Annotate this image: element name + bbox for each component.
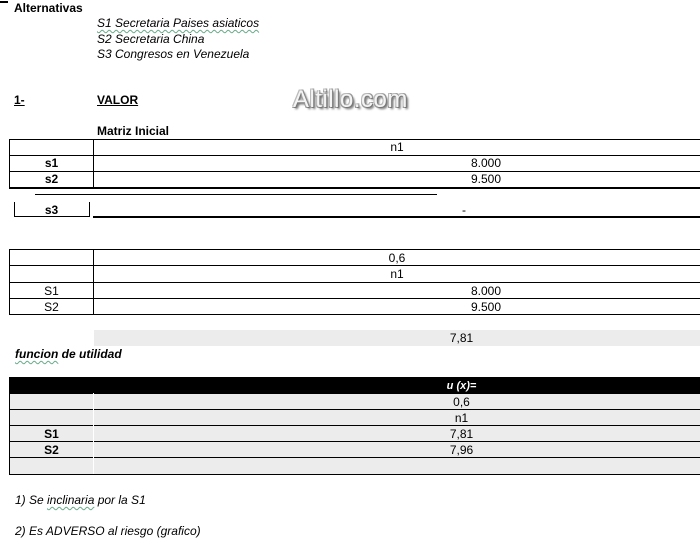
- note-2: 2) Es ADVERSO al riesgo (grafico): [15, 524, 201, 538]
- utility-row-value-s1: 7,81: [449, 427, 474, 441]
- alternative-s1: [97, 16, 259, 30]
- utility-title-word: funcion: [15, 347, 59, 361]
- alternative-s1-text: S1 Secretaria Paises asiaticos: [97, 16, 260, 30]
- utility-row-label-s2: S2: [44, 443, 59, 457]
- matrix-row-label-s1: s1: [44, 156, 59, 170]
- matrix-row-value-s2: 9.500: [470, 172, 501, 186]
- probability-row-value-s1: 8.000: [470, 284, 501, 298]
- alternative-s3: S3 Congresos en Venezuela: [97, 47, 250, 61]
- utility-subheader: n1: [454, 411, 469, 425]
- utility-header: u (x)=: [446, 380, 477, 392]
- utility-row-label-s1: S1: [44, 427, 59, 441]
- probability-row-value-s2: 9.500: [470, 300, 501, 314]
- alternatives-title: Alternativas: [14, 1, 83, 15]
- note-1-pre: 1) Se: [15, 493, 48, 507]
- matrix-title: Matriz Inicial: [97, 124, 170, 138]
- note-1-word: inclinaria: [47, 493, 95, 507]
- note-1-post: por la S1: [94, 493, 146, 507]
- watermark-logo: Altillo.com: [293, 86, 408, 113]
- probability-value: 0,6: [388, 251, 406, 265]
- utility-prob: 0,6: [453, 395, 470, 409]
- probability-row-label-s1: S1: [44, 284, 59, 298]
- matrix-header: n1: [390, 140, 404, 154]
- expected-value: 7,81: [449, 331, 474, 345]
- corner-mark: [0, 1, 8, 3]
- section-number: 1-: [14, 93, 25, 107]
- alternative-s2: S2 Secretaria China: [97, 32, 205, 46]
- probability-row-label-s2: S2: [44, 300, 59, 314]
- matrix-row-label-s2: s2: [44, 172, 59, 186]
- section-label: VALOR: [97, 93, 139, 107]
- probability-header: n1: [390, 267, 404, 281]
- matrix-row-value-s1: 8.000: [470, 156, 501, 170]
- utility-title-rest: de utilidad: [61, 347, 122, 361]
- matrix-row-label-s3: s3: [44, 203, 59, 217]
- matrix-row-value-s3: -: [462, 203, 466, 217]
- note-1: [15, 493, 146, 507]
- utility-row-value-s2: 7,96: [449, 443, 474, 457]
- utility-title: [15, 347, 122, 361]
